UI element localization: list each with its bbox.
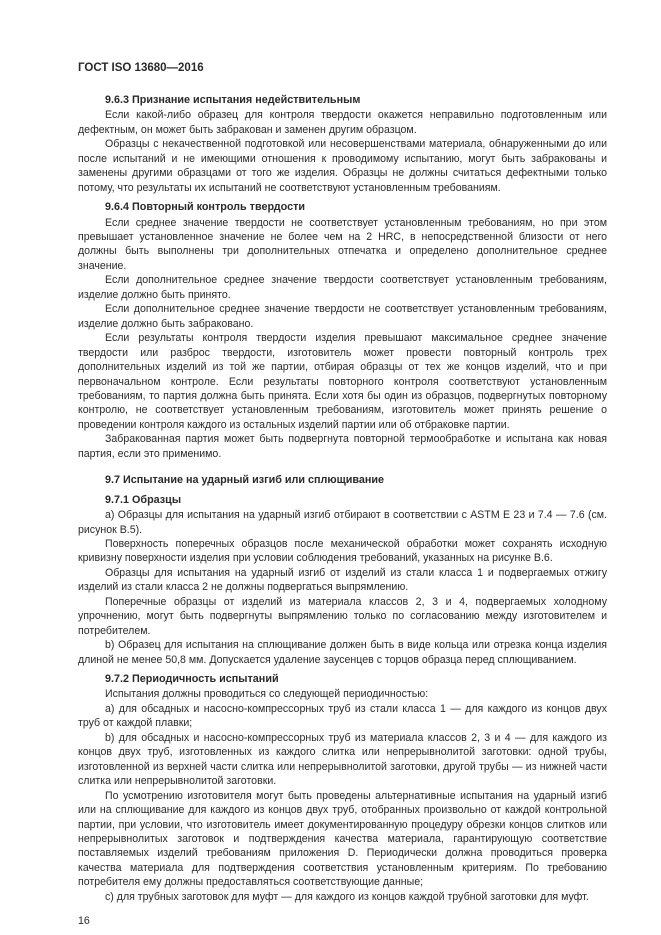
section-9-7-2: [78, 672, 607, 904]
section-heading: 9.7 Испытание на ударный изгиб или сплющивание: [105, 474, 385, 487]
paragraph: Если какой-либо образец для контроля твердости окажется неправильно подготовленным или дефектным, он может быть забракован и заменен другим образцом.: [78, 109, 607, 136]
section-9-7-1: [78, 493, 607, 667]
paragraph: Образцы с некачественной подготовкой или несовершенствами материала, обнаруженными до или после испытаний и не имеющими отношения к проводимому испытанию, могут быть забракованы и заменены другими образцами от того же изделия. Образцы не должны считаться дефектными только потому, что результаты их испытаний не соответствуют установленным требованиям.: [78, 138, 607, 194]
section-9-7: [78, 473, 607, 487]
paragraph: Если среднее значение твердости не соответствует установленным требованиям, но при этом превышает установленное значение не более чем на 2 HRC, в непосредственной близости от него должны быть выполнены три дополнительных отпечатка и определено дополнительное среднее значение.: [78, 216, 607, 272]
paragraph: b) Образец для испытания на сплющивание должен быть в виде кольца или отрезка конца изделия длиной не менее 50,8 мм. Допускается удаление заусенцев с торцов образца перед сплющиванием.: [78, 639, 607, 666]
paragraph: Поперечные образцы от изделий из материала классов 2, 3 и 4, подвергаемых холодному упрочнению, могут быть подвергнуты выпрямлению только по согласованию между изготовителем и потребителем.: [78, 595, 607, 637]
paragraph: Если дополнительное среднее значение твердости соответствует установленным требованиям, изделие должно быть принято.: [78, 274, 607, 301]
page-number: 16: [78, 915, 90, 928]
paragraph: Забракованная партия может быть подвергнута повторной термообработке и испытана как новая партия, если это применимо.: [78, 433, 607, 460]
list-item: b) для обсадных и насосно-компрессорных труб из материала классов 2, 3 и 4 — для каждого из концов двух труб, изготовленных из каждого слитка или непрерывнолитой заготовки: одной трубы, изготовленной из верхней части слитка или непрерывнолитой заготовки, другой трубы — из нижней части слитка или непрерывнолитой заготовки.: [78, 731, 607, 788]
section-9-6-3: [78, 93, 607, 195]
paragraph: Образцы для испытания на ударный изгиб от изделий из стали класса 1 и подвергаемых отжигу изделий из стали класса 2 не должны подвергаться выпрямлению.: [78, 566, 607, 594]
paragraph: Поверхность поперечных образцов после механической обработки может сохранять исходную кривизну поверхности изделия при условии соблюдения требований, указанных на рисунке В.6.: [78, 537, 607, 565]
section-heading: 9.7.2 Периодичность испытаний: [105, 673, 279, 686]
paragraph: а) Образцы для испытания на ударный изгиб отбирают в соответствии с ASTM E 23 и 7.4 — 7.6 (см. рисунок В.5).: [78, 509, 607, 536]
paragraph: По усмотрению изготовителя могут быть проведены альтернативные испытания на ударный изгиб или на сплющивание для каждого из концов двух труб, отобранных произвольно от каждой контрольной партии, при условии, что изготовитель имеет документированную процедуру обрезки концов слитков или непрерывнолитых заготовок и подтверждения качества материала, гарантирующую соответствие поставляемых изделий требованиям приложения D. Периодически должна проводиться проверка качества материала для подтверждения соответствия установленным критериям. По требованию потребителя ему должны предоставляться соответствующие данные;: [78, 789, 607, 889]
section-9-6-4: [78, 200, 607, 461]
paragraph: Если дополнительное среднее значение твердости не соответствует установленным требованиям, изделие должно быть забраковано.: [78, 303, 607, 330]
document-page: [78, 0, 607, 928]
paragraph: Испытания должны проводиться со следующей периодичностью:: [105, 688, 429, 701]
list-item: с) для трубных заготовок для муфт — для каждого из концов каждой трубной заготовки для муфт.: [105, 890, 589, 903]
list-item: а) для обсадных и насосно-компрессорных труб из стали класса 1 — для каждого из концов двух труб от каждой плавки;: [78, 702, 607, 730]
paragraph: Если результаты контроля твердости изделия превышают максимальное среднее значение твердости или разброс твердости, изготовитель может провести повторный контроль трех дополнительных изделий из той же партии, отбирая образцы от тех же концов изделий, что и при первоначальном контроле. Если результаты повторного контроля соответствуют установленным требованиям, то партия должна быть принята. Если хотя бы один из образцов, подвергнутых повторному контролю, не соответствует установленным требованиям, изготовитель может принять решение о проведении контроля каждого из остальных изделий партии или об отбраковке партии.: [78, 332, 607, 431]
section-heading: 9.7.1 Образцы: [105, 493, 182, 506]
document-header: ГОСТ ISO 13680—2016: [78, 62, 204, 74]
section-heading: 9.6.4 Повторный контроль твердости: [105, 201, 306, 214]
section-heading: 9.6.3 Признание испытания недействительным: [105, 94, 361, 106]
